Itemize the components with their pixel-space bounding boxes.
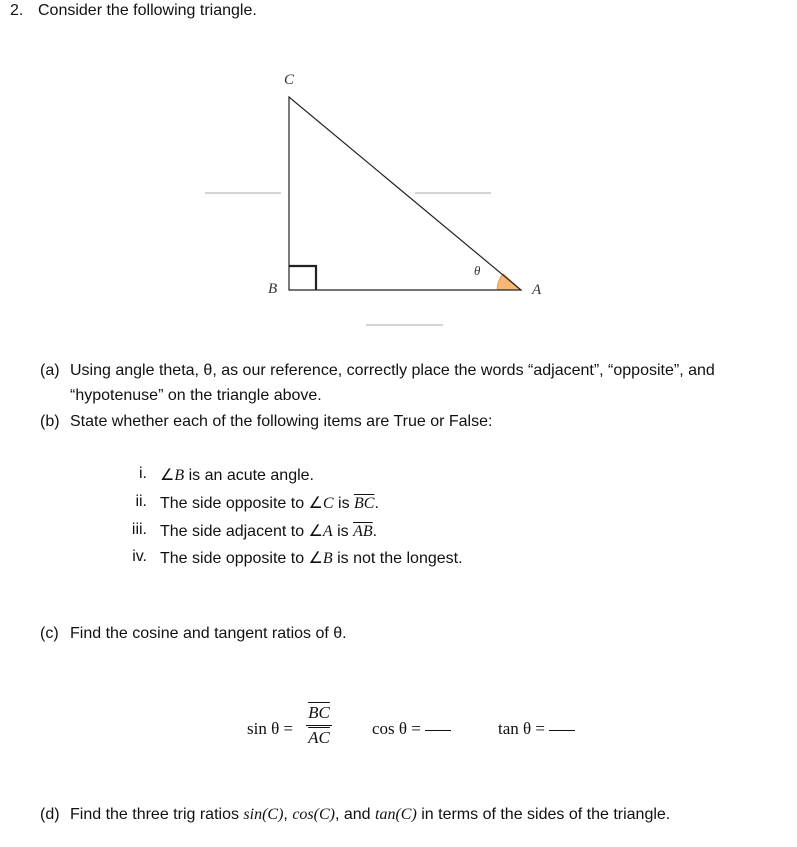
part-d-pre: Find the three trig ratios: [70, 806, 244, 823]
item-text: [160, 465, 314, 485]
part-b-label: (b): [40, 413, 60, 430]
item-pre: The side adjacent to ∠: [160, 523, 323, 540]
item-pre: ∠: [160, 467, 175, 484]
part-d-text: [70, 806, 670, 824]
question-prompt: Consider the following triangle.: [38, 2, 257, 19]
part-d-sep2: , and: [334, 806, 375, 823]
sin-numerator: $\overline{BC}$: [308, 703, 330, 722]
part-d-sin: sin(C): [243, 806, 284, 823]
part-d-cos: cos(C): [292, 806, 335, 823]
part-d-label: (d): [40, 806, 60, 823]
item-pre: The side opposite to ∠: [160, 550, 323, 567]
triangle-figure: [0, 0, 797, 340]
sin-theta-label: sin θ =: [247, 719, 294, 738]
cos-blank: [425, 730, 451, 731]
item-pre: The side opposite to ∠: [160, 495, 323, 512]
item-text: [160, 521, 377, 541]
item-post: is: [333, 495, 355, 512]
part-c-text: Find the cosine and tangent ratios of θ.: [70, 625, 347, 642]
item-number: iv.: [132, 548, 147, 565]
right-angle-marker: [289, 266, 316, 290]
part-c-label: (c): [40, 625, 59, 642]
item-post: is not the longest.: [332, 550, 463, 567]
fraction-bar: [306, 725, 332, 726]
theta-label: θ: [474, 263, 481, 278]
cos-theta-label: [372, 719, 451, 739]
cos-theta-text: cos θ =: [372, 719, 421, 738]
question-number: 2.: [10, 2, 24, 19]
item-post: is an acute angle.: [184, 467, 314, 484]
item-text: [160, 493, 379, 513]
part-d-tan: tan(C): [375, 806, 417, 823]
item-segment: $\overline{AB}$: [353, 523, 373, 540]
part-a-line2: “hypotenuse” on the triangle above.: [70, 387, 322, 404]
tan-theta-text: tan θ =: [498, 719, 545, 738]
sin-denominator: AC: [308, 728, 330, 747]
item-number: i.: [139, 465, 147, 482]
item-text: [160, 548, 463, 568]
part-a-label: (a): [40, 362, 60, 379]
item-segment: $\overline{BC}$: [354, 495, 375, 512]
item-math: B: [174, 467, 185, 484]
item-number: ii.: [135, 493, 147, 510]
item-post: is: [332, 523, 354, 540]
part-b-text: State whether each of the following items are True or False:: [70, 413, 493, 430]
tan-blank: [549, 730, 575, 731]
item-end: .: [372, 523, 378, 540]
tan-theta-label: [498, 719, 575, 739]
part-a-line1: Using angle theta, θ, as our reference, correctly place the words “adjacent”, “opposite”, and: [70, 362, 715, 379]
part-d-post: in terms of the sides of the triangle.: [416, 806, 671, 823]
vertex-label-c: C: [284, 72, 295, 88]
part-d-sep1: ,: [283, 806, 293, 823]
item-math: A: [322, 523, 333, 540]
sin-fraction: [306, 703, 332, 748]
vertex-label-b: B: [268, 281, 278, 297]
item-number: iii.: [131, 521, 147, 538]
vertex-label-a: A: [532, 282, 542, 298]
item-math: B: [322, 550, 333, 567]
item-math: C: [322, 495, 334, 512]
item-end: .: [374, 495, 379, 512]
